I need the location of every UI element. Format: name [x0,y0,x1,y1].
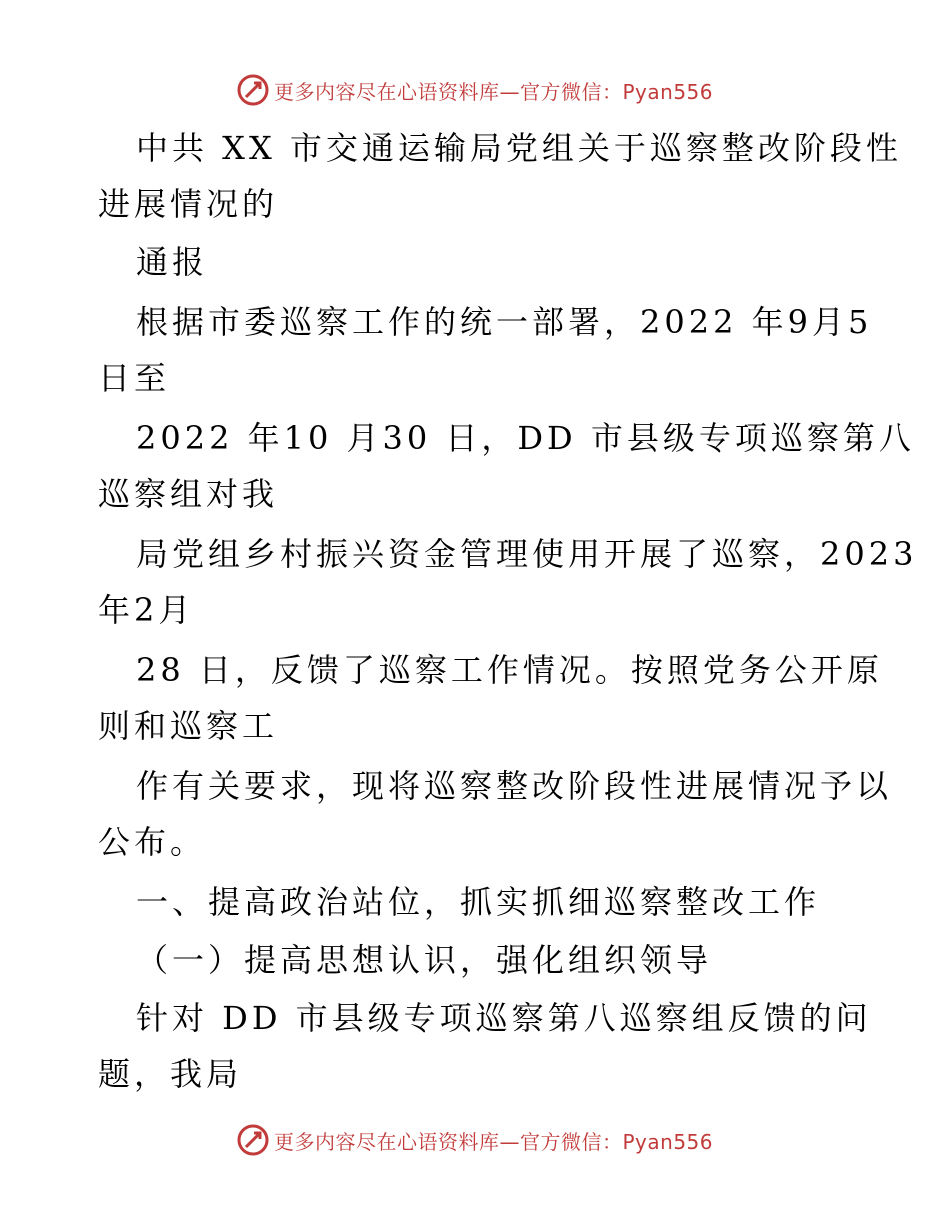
watermark-text: 更多内容尽在心语资料库—官方微信：Pyan556 [274,1129,714,1154]
watermark-footer [236,1122,713,1158]
text-line: 题，我局 [98,1055,243,1093]
text-line: 28 日，反馈了巡察工作情况。按照党务公开原 [136,651,883,689]
text-line: 巡察组对我 [98,475,279,513]
watermark-text: 更多内容尽在心语资料库—官方微信：Pyan556 [274,79,714,104]
title-line-3: 通报 [136,243,209,281]
title-line-1: 中共 XX 市交通运输局党组关于巡察整改阶段性 [136,129,902,167]
text-line: 日至 [98,359,171,397]
logo-icon [236,1123,270,1157]
watermark-header [236,72,713,108]
section-heading: 一、提高政治站位，抓实抓细巡察整改工作 [136,883,821,921]
text-line: 2022 年10 月30 日，DD 市县级专项巡察第八 [136,419,915,457]
subsection-heading: （一）提高思想认识，强化组织领导 [136,941,713,979]
logo-icon [236,73,270,107]
text-line: 年2月 [98,591,195,629]
text-line: 公布。 [98,823,207,861]
text-line: 作有关要求，现将巡察整改阶段性进展情况予以 [136,767,893,805]
text-line: 局党组乡村振兴资金管理使用开展了巡察，2023 [136,535,918,573]
title-line-2: 进展情况的 [98,185,279,223]
text-line: 针对 DD 市县级专项巡察第八巡察组反馈的问 [136,999,872,1037]
text-line: 则和巡察工 [98,707,279,745]
text-line: 根据市委巡察工作的统一部署，2022 年9月5 [136,303,873,341]
